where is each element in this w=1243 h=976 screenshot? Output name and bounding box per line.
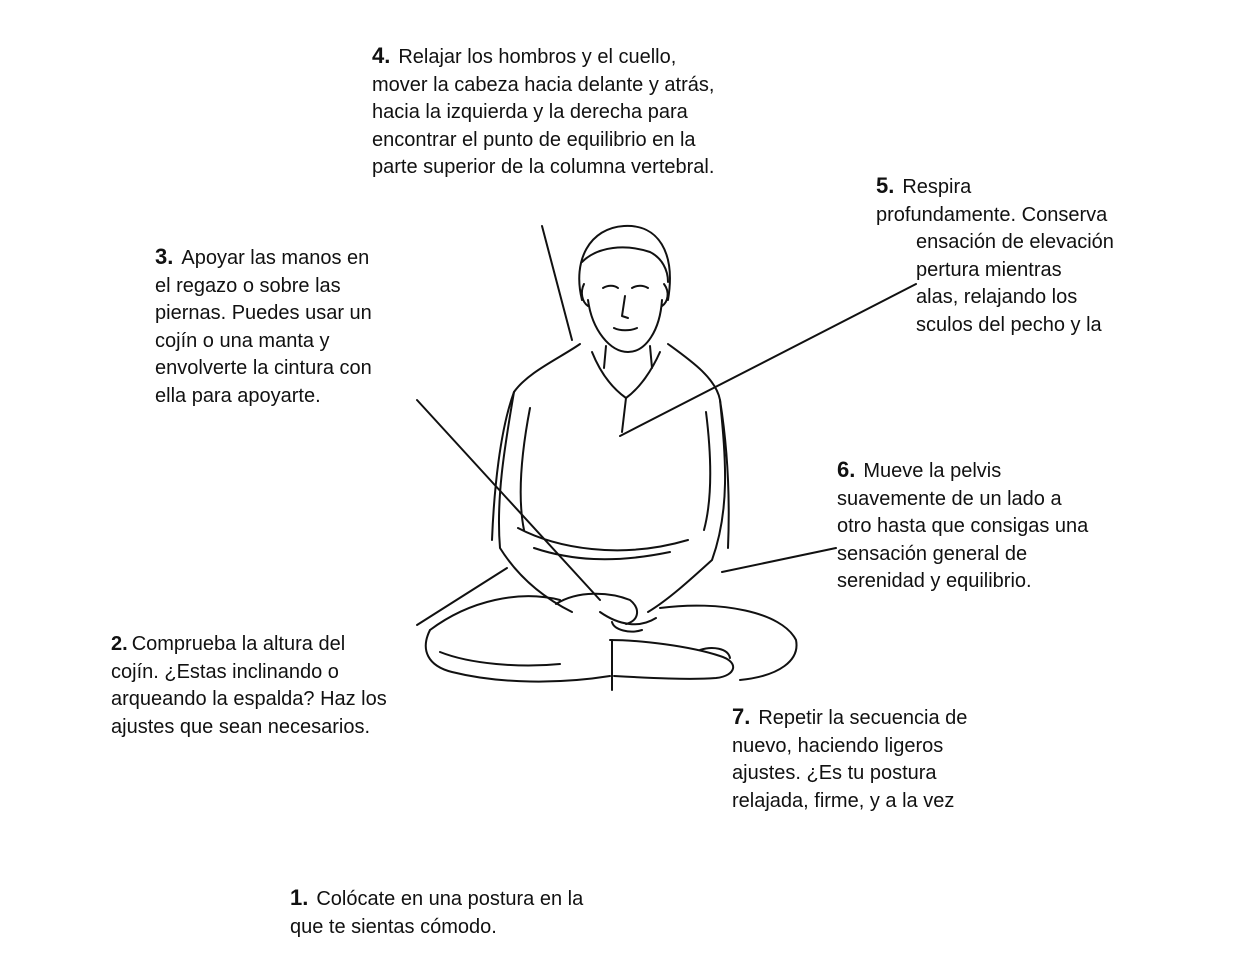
step-5-text: 5. Respira profundamente. Conserva ensación de elevación pertura mientras alas, relajando los sculos del pecho y la <box>876 173 1114 336</box>
step-1-text: 1. Colócate en una postura en la que te sientas cómodo. <box>290 885 584 938</box>
leader-line-2 <box>417 568 507 625</box>
step-3-number: 3. <box>155 244 174 269</box>
step-7-number: 7. <box>732 704 751 729</box>
leader-line-6 <box>722 548 836 572</box>
leader-line-4 <box>542 226 572 340</box>
step-7-text: 7. Repetir la secuencia de nuevo, haciendo ligeros ajustes. ¿Es tu postura relajada, firme, y a la vez <box>732 704 968 812</box>
step-5-number: 5. <box>876 173 895 198</box>
step-2-number: 2. <box>111 633 128 655</box>
step-3-text: 3. Apoyar las manos en el regazo o sobre las piernas. Puedes usar un cojín o una manta y envolverte la cintura con ella para apoyarte. <box>155 244 372 407</box>
leader-line-5 <box>620 284 916 436</box>
step-6-number: 6. <box>837 457 856 482</box>
step-6-text: 6. Mueve la pelvis suavemente de un lado a otro hasta que consigas una sensación general de serenidad y equilibrio. <box>837 457 1089 592</box>
step-4-number: 4. <box>372 43 391 68</box>
step-1-number: 1. <box>290 885 309 910</box>
step-4-text: 4. Relajar los hombros y el cuello, mover la cabeza hacia delante y atrás, hacia la izquierda y la derecha para encontrar el punto de equilibrio en la parte superior de la columna vertebral. <box>372 43 715 178</box>
step-2-text: 2. Comprueba la altura del cojín. ¿Estas inclinando o arqueando la espalda? Haz los ajustes que sean necesarios. <box>111 633 387 738</box>
